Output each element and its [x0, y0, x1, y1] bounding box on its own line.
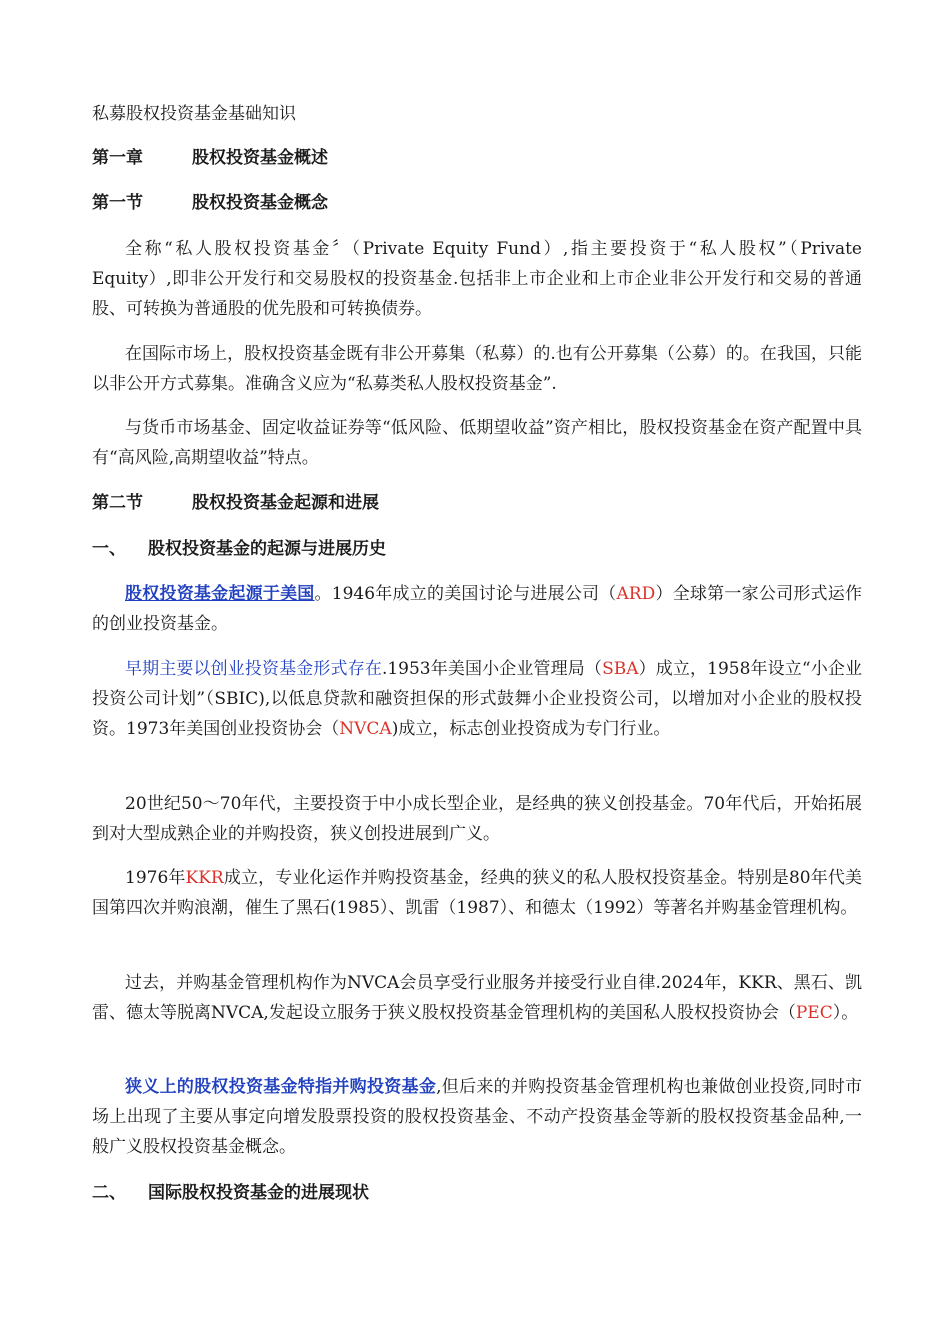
- section-title: 股权投资基金概念: [192, 193, 328, 213]
- subsection-title: 股权投资基金的起源与进展历史: [148, 539, 386, 559]
- section-heading-2: [92, 488, 379, 518]
- abbreviation: SBA: [602, 659, 639, 679]
- paragraph-risk: 与货币市场基金、固定收益证券等“低风险、低期望收益”资产相比，股权投资基金在资产配置中具有“高风险,高期望收益”特点。: [92, 418, 862, 468]
- paragraph-definition: 全称“私人股权投资基金〞（Private Equity Fund）,指主要投资于“私人股权”（Private Equity）,即非公开发行和交易股权的投资基金.包括非上市企业和上市企业非公开发行和交易的普通股、可转换为普通股的优先股和可转换债券。: [92, 239, 862, 319]
- section-title: 股权投资基金起源和进展: [192, 493, 379, 513]
- paragraph-20th-century: 20世纪50～70年代，主要投资于中小成长型企业，是经典的狭义创投基金。70年代后，开始拓展到对大型成熟企业的并购投资，狭义创投进展到广义。: [92, 794, 862, 844]
- paragraph-market: 在国际市场上，股权投资基金既有非公开募集（私募）的.也有公开募集（公募）的。在我国，只能以非公开方式募集。准确含义应为“私募类私人股权投资基金”.: [92, 344, 862, 394]
- section-label: 第一节: [92, 193, 143, 213]
- subsection-label: 一、: [92, 539, 126, 559]
- subsection-heading-2: [92, 1178, 369, 1208]
- abbreviation: NVCA: [339, 719, 392, 739]
- highlight-text: 早期主要以创业投资基金形式存在: [125, 659, 382, 679]
- paragraph-narrow-definition: 狭义上的股权投资基金特指并购投资基金,但后来的并购投资基金管理机构也兼做创业投资,同时市场上出现了主要从事定向增发股票投资的股权投资基金、不动产投资基金等新的股权投资基金品种,一般广义股权投资基金概念。: [92, 1077, 863, 1157]
- highlight-text: 狭义上的股权投资基金特指并购投资基金: [125, 1077, 437, 1097]
- chapter-label: 第一章: [92, 148, 143, 168]
- subsection-label: 二、: [92, 1183, 126, 1203]
- section-label: 第二节: [92, 493, 143, 513]
- abbreviation: ARD: [616, 584, 656, 604]
- abbreviation: PEC: [795, 1003, 833, 1023]
- abbreviation: KKR: [185, 868, 224, 888]
- document-title: 私募股权投资基金基础知识: [92, 104, 296, 124]
- subsection-title: 国际股权投资基金的进展现状: [148, 1183, 369, 1203]
- chapter-heading: [92, 143, 328, 173]
- chapter-title: 股权投资基金概述: [192, 148, 328, 168]
- section-heading-1: [92, 188, 328, 218]
- paragraph-early-stage: 早期主要以创业投资基金形式存在.1953年美国小企业管理局（SBA）成立，1958年设立“小企业投资公司计划”（SBIC),以低息贷款和融资担保的形式鼓舞小企业投资公司，以增加对小企业的股权投资。1973年美国创业投资协会（NVCA)成立，标志创业投资成为专门行业。: [92, 659, 862, 739]
- highlight-link[interactable]: 股权投资基金起源于美国: [125, 584, 315, 604]
- subsection-heading-1: [92, 534, 386, 564]
- paragraph-kkr: 1976年KKR成立，专业化运作并购投资基金，经典的狭义的私人股权投资基金。特别是80年代美国第四次并购浪潮，催生了黑石(1985）、凯雷（1987）、和德太（1992）等著名并购基金管理机构。: [92, 868, 862, 918]
- paragraph-origin: 股权投资基金起源于美国。1946年成立的美国讨论与进展公司（ARD）全球第一家公司形式运作的创业投资基金。: [92, 584, 863, 634]
- paragraph-nvca: 过去，并购基金管理机构作为NVCA会员享受行业服务并接受行业自律.2024年，KKR、黑石、凯雷、德太等脱离NVCA,发起设立服务于狭义股权投资基金管理机构的美国私人股权投资协会（PEC）。: [92, 973, 862, 1023]
